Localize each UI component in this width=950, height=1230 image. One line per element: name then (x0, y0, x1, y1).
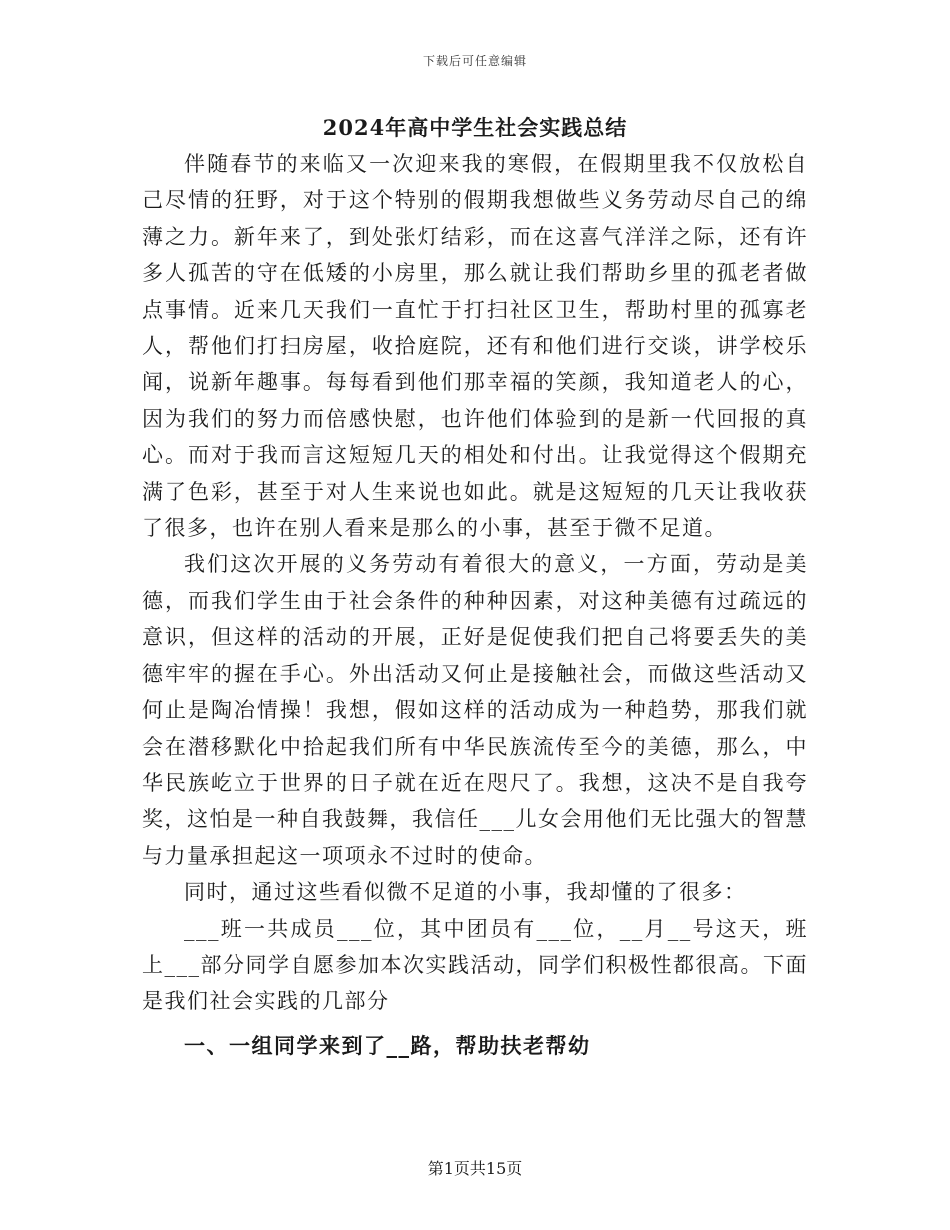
document-title: 2024年高中学生社会实践总结 (322, 115, 628, 140)
section-heading: 一、一组同学来到了__路，帮助扶老帮幼 (184, 1032, 591, 1058)
paragraph-4: ___班一共成员___位，其中团员有___位，__月__号这天，班上___部分同学自愿参加本次实践活动，同学们积极性都很高。下面是我们社会实践的几部分 (142, 916, 808, 1014)
paragraph-2: 我们这次开展的义务劳动有着很大的意义，一方面，劳动是美德，而我们学生由于社会条件的种种因素，对这种美德有过疏远的意识，但这样的活动的开展，正好是促使我们把自己将要丢失的美德牢牢的握在手心。外出活动又何止是接触社会，而做这些活动又何止是陶冶情操！我想，假如这样的活动成为一种趋势，那我们就会在潜移默化中拾起我们所有中华民族流传至今的美德，那么，中华民族屹立于世界的日子就在近在咫尺了。我想，这决不是自我夸奖，这怕是一种自我鼓舞，我信任___儿女会用他们无比强大的智慧与力量承担起这一项项永不过时的使命。 (142, 552, 808, 868)
paragraph-1: 伴随春节的来临又一次迎来我的寒假，在假期里我不仅放松自己尽情的狂野，对于这个特别的假期我想做些义务劳动尽自己的绵薄之力。新年来了，到处张灯结彩，而在这喜气洋洋之际，还有许多人孤苦的守在低矮的小房里，那么就让我们帮助乡里的孤老者做点事情。近来几天我们一直忙于打扫社区卫生，帮助村里的孤寡老人，帮他们打扫房屋，收拾庭院，还有和他们进行交谈，讲学校乐闻，说新年趣事。每每看到他们那幸福的笑颜，我知道老人的心，因为我们的努力而倍感快慰，也许他们体验到的是新一代回报的真心。而对于我而言这短短几天的相处和付出。让我觉得这个假期充满了色彩，甚至于对人生来说也如此。就是这短短的几天让我收获了很多，也许在别人看来是那么的小事，甚至于微不足道。 (142, 152, 808, 541)
paragraph-3: 同时，通过这些看似微不足道的小事，我却懂的了很多： (184, 880, 747, 905)
page-footer: 第1页共15页 (427, 1159, 523, 1178)
header-note: 下载后可任意编辑 (422, 54, 527, 68)
document-body (142, 146, 808, 1064)
